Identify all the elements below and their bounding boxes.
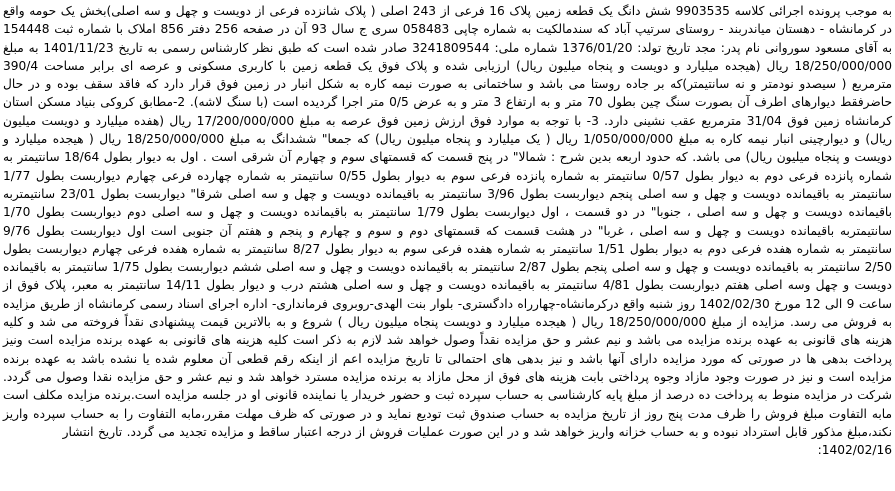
publication-date: 1402/02/16: (817, 443, 892, 458)
notice-body-text: به موجب پرونده اجرائی کلاسه 9903535 شش دانگ یک قطعه زمین پلاک 16 فرعی از 243 اصلی ( پلاک شانزده فرعی از دویست و چهل و سه اصلی)بخش یک حومه واقع در کرمانشاه - دهستان میاندربند - روستای سرتیپ آباد که سندمالکیت به شماره چاپی 058483 سری ج سال 93 آن در صفحه 256 دفتر 856 املاک با شماره ثبت 154448 به آقای مسعود سوروانی نام پدر: مجد تاریخ تولد: 1376/01/20 شماره ملی: 3241809544 صادر شده است که طبق نظر کارشناس رسمی به تاریخ 1401/11/23 به مبلغ 18/250/000/000 ریال (هیجده میلیارد و دویست و پنجاه میلیون ریال) ارزیابی شده و پلاک فوق یک قطعه زمین با کاربری مسکونی و عرصه ای برابر مساحت 390/4 مترمربع ( سیصدو نودمتر و نه سانتیمتر)که بر جاده روستا می باشد و ساختمانی به صورت نیمه کاره به شکل انبار در زمین فوق قرار دارد که فاقد سقف بوده و در حال حاضرفقط دیوارهای اطرف آن بصورت سنگ چین بطول 70 متر و به ارتفاع 3 متر و به عرض 0/5 متر اجرا گردیده است (با سنگ لاشه). 2-مطابق کروکی بنیاد مسکن استان کرمانشاه زمین فوق 31/04 مترمربع عقب نشینی دارد. 3- با توجه به موارد فوق ارزش زمین فوق عرصه به مبلغ 17/200/000/000 ریال (هفده میلیارد و دویست میلیون ریال) و دیوارچینی انبار نیمه کاره به مبلغ 1/050/000/000 ریال ( یک میلیارد و پنجاه میلیون ریال) که جمعا" ششدانگ به مبلغ 18/250/000/000 ریال ( هیجده میلیارد و دویست و پنجاه میلیون ریال) می باشد. که حدود اربعه بدین شرح : شمالا" در پنج قسمت که قسمتهای سوم و چهارم آن شرقی است . اول به دیوار بطول 18/64 سانتیمتر به شماره پانزده فرعی دوم به دیوار بطول 0/57 سانتیمتر به شماره پانزده فرعی سوم به دیوار بطول 0/55 سانتیمتر به شماره چهارده فرعی چهارم دیواربست بطول 1/77 سانتیمتر به باقیمانده دویست و چهل و سه اصلی پنجم دیواربست بطول 3/96 سانتیمتر به باقیمانده دویست و چهل و سه اصلی شرقا" دیواربست بطول 23/01 سانتیمتربه باقیمانده دویست و چهل و سه اصلی ، جنوبا" در دو قسمت ، اول دیواربست بطول 1/79 سانتیمتر به باقیمانده دویست و چهل و سه اصلی دوم دیواربست بطول 1/70 سانتیمتربه باقیمانده دویست و چهل و سه اصلی ، غربا" در هشت قسمت که قسمتهای دوم و سوم و چهارم و پنجم و هفتم آن جنوبی است اول دیواربست بطول 9/76 سانتیمتر به شماره هفده فرعی دوم به دیوار بطول 1/51 سانتیمتر به شماره هفده فرعی سوم به دیوار بطول 8/27 سانتیمتر به شماره هفده فرعی چهارم دیواربست بطول 2/50 سانتیمتر به باقیمانده دویست و چهل و سه اصلی پنجم بطول 2/87 سانتیمتر به باقیمانده دویست و چهل و سه اصلی ششم دیواربست بطول 1/75 سانتیمتر به باقیمانده دویست و چهل وسه اصلی هفتم دیواربست بطول 4/81 سانتیمتر به باقیمانده دویست و چهل و سه اصلی هشتم درب و دیوار بطول 14/11 سانتیمتر به معبر، پلاک فوق از ساعت 9 الی 12 مورخ 1402/02/30 روز شنبه واقع درکرمانشاه-چهارراه دادگستری- بلوار بنت الهدی-روبروی فرمانداری- اداره اجرای اسناد رسمی کرمانشاه از طریق مزایده به فروش می رسد. مزایده از مبلغ 18/250/000/000 ریال ( هیجده میلیارد و دویست پنجاه میلیون ریال ) شروع و به بالاترین قیمت پیشنهادی نقداً فروخته می شد و کلیه هزینه های قانونی به عهده برنده مزایده می باشد و نیم عشر و حق مزایده نقداً وصول خواهد شد لازم به ذکر است کلیه هزینه های قانونی به عهده برنده مزایده است ونیز پرداخت بدهی ها در صورتی که مورد مزایده دارای آنها باشد و نیز بدهی های احتمالی تا تاریخ مزایده اعم از اینکه رقم قطعی آن معلوم شده یا نشده باشد به عهده برنده مزایده است و نیز در صورت وجود مازاد وجوه پرداختی بابت هزینه های فوق از محل مازاد به برنده مزایده مسترد خواهد شد و نیم عشر و حق مزایده نقدا وصول می گردد. شرکت در مزایده منوط به پرداخت ده درصد از مبلغ پایه کارشناسی به حساب سپرده ثبت و حضور خریدار یا نماینده قانونی او در جلسه مزایده است.برنده مزایده مکلف است مابه التفاوت مبلغ فروش را ظرف مدت پنج روز از تاریخ مزایده به حساب صندوق ثبت تودیع نماید و در صورتی که ظرف مهلت مقرر،مابه التفاوت را به حساب سپرده واریز نکند،مبلغ مذکور قابل استرداد نبوده و به حساب خزانه واریز خواهد شد و در این صورت عملیات فروش از درجه اعتبار ساقط و مزایده تجدید می گردد. تاریخ انتشار (3, 4, 893, 439)
auction-notice (3, 2, 892, 489)
